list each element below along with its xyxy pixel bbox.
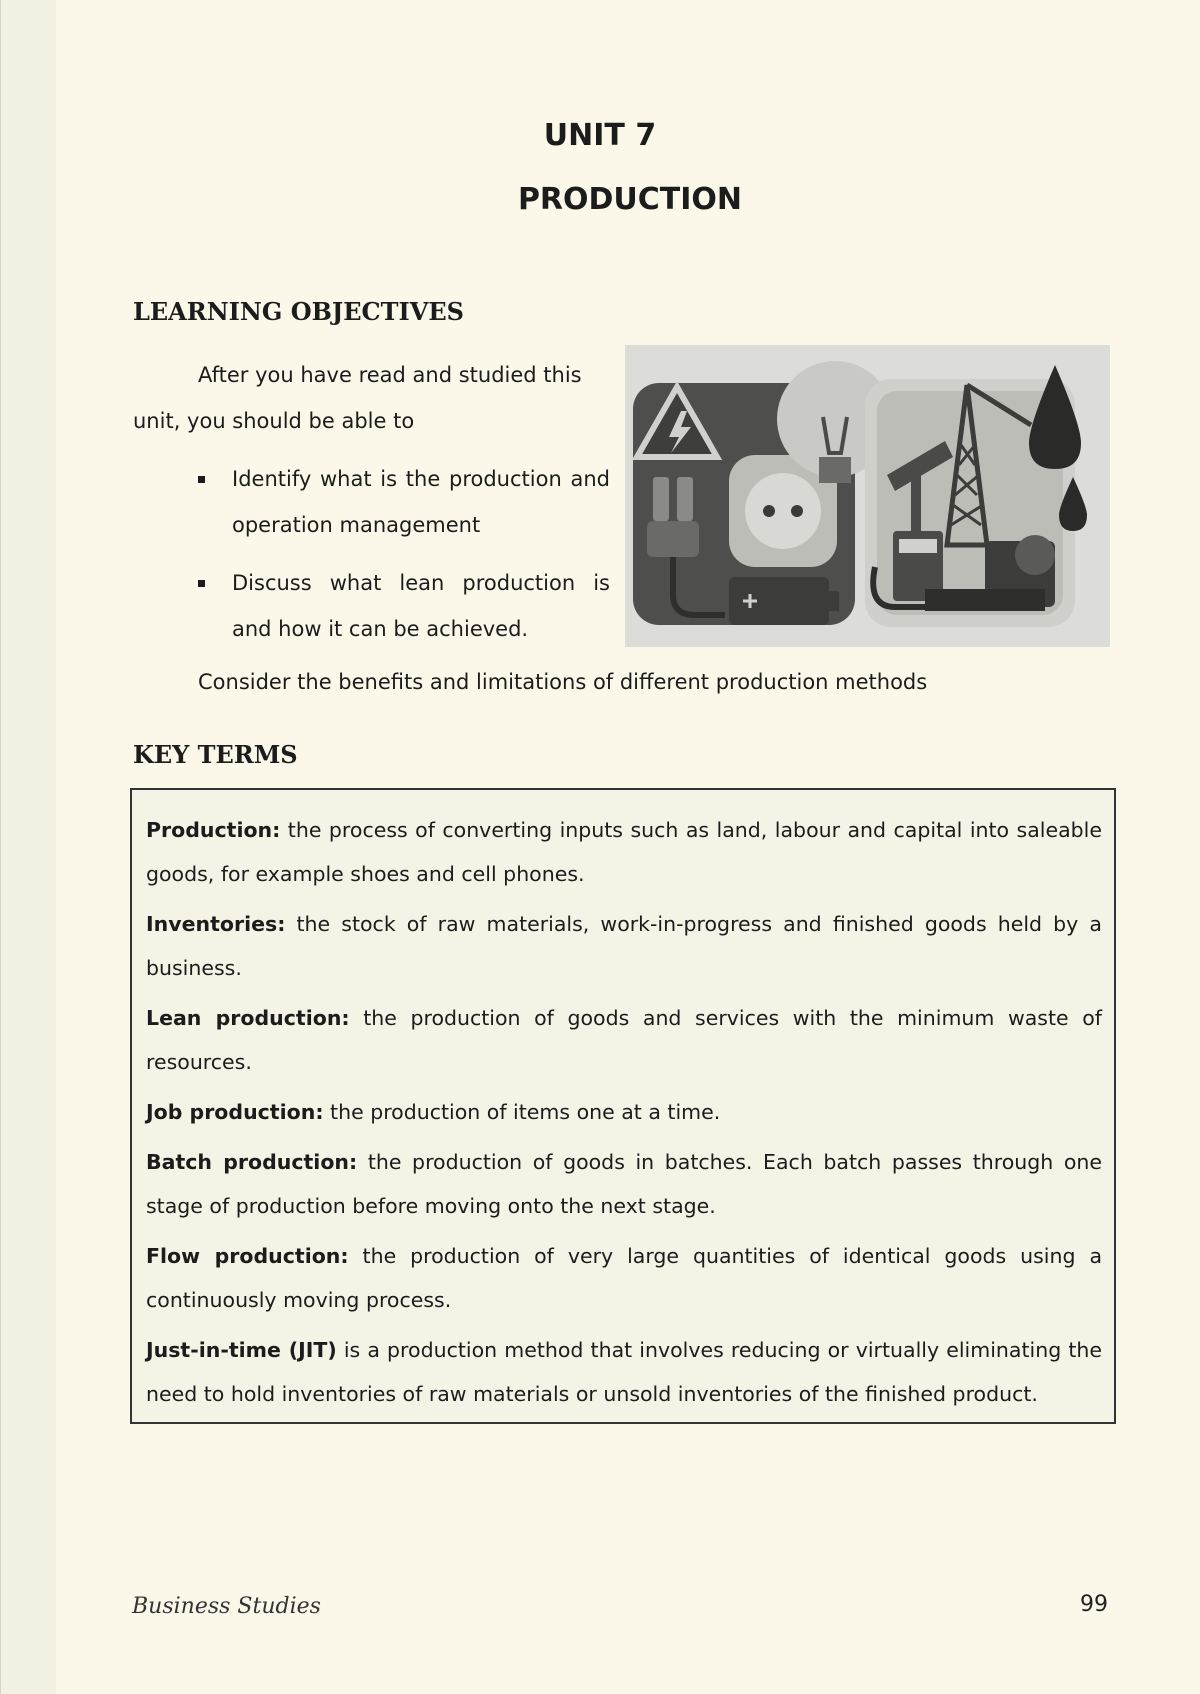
list-item: Identify what is the production and operation management xyxy=(190,456,610,548)
key-terms-box xyxy=(130,788,1116,1424)
footer-book-title: Business Studies xyxy=(132,1594,321,1619)
objectives-list xyxy=(190,456,610,664)
intro-line-1: After you have read and studied this xyxy=(198,363,582,387)
plug-icon xyxy=(647,521,699,557)
unit-title: UNIT 7 xyxy=(543,118,657,153)
key-term: Inventories: the stock of raw materials, work-in-progress and finished goods held by a business. xyxy=(146,912,1102,980)
intro-line-2: unit, you should be able to xyxy=(133,409,415,433)
key-term: Batch production: the production of goods in batches. Each batch passes through one stage of production before moving onto the next stage. xyxy=(146,1150,1102,1218)
bullet-square-icon xyxy=(198,476,205,483)
unit-subtitle: PRODUCTION xyxy=(517,182,743,217)
energy-industry-illustration xyxy=(625,345,1110,647)
key-term: Flow production: the production of very large quantities of identical goods using a continuously moving process. xyxy=(146,1244,1103,1312)
list-item: Discuss what lean production is and how it can be achieved. xyxy=(190,560,610,652)
bullet-square-icon xyxy=(198,580,205,587)
key-term: Just-in-time (JIT) is a production method that involves reducing or virtually eliminating the need to hold inventories of raw materials or unsold inventories of the finished product. xyxy=(146,1338,1102,1406)
key-term: Lean production: the production of goods and services with the minimum waste of resources. xyxy=(146,1006,1102,1074)
learning-objectives-heading: LEARNING OBJECTIVES xyxy=(133,297,464,326)
key-term: Job production: the production of items one at a time. xyxy=(146,1100,721,1124)
page-edge xyxy=(0,0,1,1694)
objectives-intro xyxy=(133,352,613,444)
key-terms-heading: KEY TERMS xyxy=(133,740,298,769)
consider-text: Consider the benefits and limitations of different production methods xyxy=(198,670,928,694)
page-number: 99 xyxy=(1080,1592,1108,1617)
key-term: Production: the process of converting inputs such as land, labour and capital into saleable goods, for example shoes and cell phones. xyxy=(146,818,1102,886)
